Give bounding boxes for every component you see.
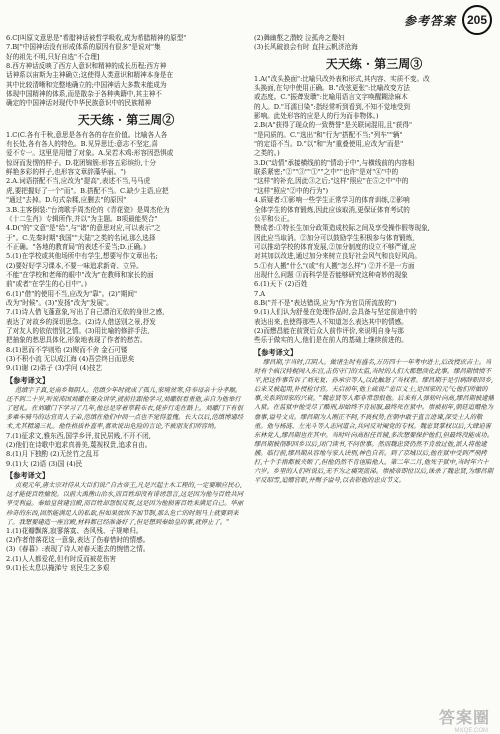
- answer-line: 赞成者:①特长生加分政策造成校际之间及享受操作假等现象,: [254, 224, 430, 233]
- reference-title: 【参考译文】: [254, 347, 298, 357]
- answer-line: 8.(1)思而不学则殆 (2)锲而不舍 金石可镂: [6, 345, 128, 354]
- answer-line: 体现中国精神的体系,而是散杂于各种典籍中,其主神不: [6, 90, 162, 99]
- answer-line: 或态度。C."振聋发聩":比喻用语言文字唤醒糊涂麻木: [254, 93, 408, 102]
- answer-line: 些乐于做实的人,他们是在前人的基础上继续前进的。: [254, 336, 408, 345]
- page-header: [404, 6, 492, 34]
- answer-line: 前"或者"在学生的心目中"。): [6, 280, 87, 289]
- answer-line: 7.B["中国神话没有形成体系的原因有很多"是说对"集: [6, 43, 161, 52]
- answer-line: 不能"在学校和老师的眼中"改为"在教师和家长的面: [6, 270, 154, 279]
- answer-line: 对其加以改进,通过加分来树立良好社会风气和良好风尚。: [254, 252, 421, 261]
- answer-line: 3.B.主客倒装:"台湾歌手周杰伦的《青花瓷》是周杰伦为: [6, 205, 170, 214]
- reference-translation: 范缜字子真,是南乡舞阴人。范缜少年时就成了孤儿,家境贫寒,侍奉母亲十分孝顺。还不到二十岁,听说沛国刘瓛在聚众讲学,就前往跟他学习,刘瓛很看重他,亲自为他举行了冠礼。在刘瓛门下学习了几年,他总是穿着草鞋布衣,徒步行走在路上。刘瓛门下有很多乘车骑马的达官贵人子弟,范缜在他们中间一点也不觉得羞愧。长大以后,范缜博通经术,尤其精通三礼。他性格质朴直率,喜欢说出危险的言论,不被朋友们所容纳。: [6, 387, 243, 431]
- answer-line: 7.(1)诗人借飞蓬意象,写出了自己漂泊无依的身世之感,: [6, 308, 165, 317]
- answer-line: 确定的中国神话对现代中华民族意识中的民族精神: [6, 99, 152, 108]
- answer-line: 9.(1)人们认为舒曼在处理作品时,会具备与坚定前途中的: [254, 308, 417, 317]
- answer-line: (3)不积小流 无以成江海 (4)吾尝终日而思矣: [6, 355, 135, 363]
- answer-line: 影响。此处形容的应是人的行为而非物体。): [254, 112, 379, 121]
- answer-line: 于"。C.先秦时期"我国""大陆"之类的名词,那么选择: [6, 233, 156, 242]
- reference-translation: 贞观元年,唐太宗对侍从大臣们说:"自古帝王,凡是兴起土木工程的,一定要顺应民心,这才能使百姓愉悦。以前大禹凿山治水,而百姓却没有诽谤怨言,这是因为他与百姓共同享受利益。秦始皇营建宫殿,而百姓却怨恨反叛,这是因为他损害百姓来满足自己。华丽珍奇的东西,固然能满足人的私欲,但如果放纵不加节制,那么危亡的时刻马上就要到来了。我想要建造一座宫殿,材料都已经准备好了,但是想到秦始皇的事,就停止了。": [6, 482, 243, 526]
- answer-line: 改为"时候"。(3)"发扬"改为"发展"。: [6, 298, 113, 307]
- answer-line: (2)他们在诗歌中追求真善美,蔑视权贵,追求自由。: [6, 440, 152, 449]
- reference-title: 【参考译文】: [6, 470, 50, 480]
- answer-line: 头换面,在句中使用正确。B."改弦更张":比喻改变方法: [254, 84, 410, 93]
- answer-line: 的人。D."耳濡目染":指经常听到看到,不知不觉地受到: [254, 102, 410, 111]
- answer-line: 鲜艳多彩的样子,也形容文章辞藻华丽。"): [6, 168, 126, 177]
- answer-line: 联系紧密;"②""③""①""之中""也许"是对"④"中的: [254, 168, 399, 177]
- reference-translation: 缪昌期,字当时,江阴人。做诸生时有盛名,万历四十一年考中进士,后改授庶吉士。当时有个疯汉持棍闯入东宫,击伤守门的太监,当时的人们大都想淡化此事。缪昌期愤愤不平,把这件事告诉了刘光复、孙承宗等人,以此触怒了当权者。缪昌期于是引病辞职回乡,后来又被起用,补授检讨官。天启初年,他上疏说:"忠臣义士,是国家的元气;他们所做的事,关系到国家的兴衰。"魏忠贤等人都非常怨恨他。后来有人弹劾叶向高,缪昌期被逮捕入狱。在监狱中他受尽了酷刑,却始终不肯屈服,最终死在狱中。崇祯初年,朝廷追赠他为詹事,谥号文贞。缪昌期为人刚正不阿,不畏权势,在朝中敢于直言进谏,深受士人的敬重。他与杨涟、左光斗等人志同道合,共同反对阉党的专权。魏忠贤掌权以后,大肆迫害东林党人,缪昌期也在其中。当时叶向高担任首辅,多次想要保护他们,但最终没能成功。缪昌期被削职回乡以后,闭门读书,不问世事。然而魏忠贤仍然不肯放过他,派人将他逮捕。临行前,缪昌期从容地与家人诀别,神色自若。到了京城以后,他在狱中受到严刑拷打,十个手指都被夹断了,但他仍然不肯诬陷他人。第二年二月,他死于狱中,当时年六十六岁。乡里的人们听说后,无不为之痛哭流涕。崇祯帝即位以后,诛杀了魏忠贤,为缪昌期平反昭雪,追赠官职,并赐予谥号,以表彰他的忠贞节义。: [254, 359, 494, 485]
- answer-line: (3)长风破浪会有时 直挂云帆济沧海: [254, 43, 358, 52]
- header-title: 参考答案: [403, 13, 456, 28]
- answer-line: 4.质疑者:①影响一些学生正常学习的体育训练,②影响: [254, 196, 410, 205]
- answer-line: 1.C(C.各有千秋,意思是各有各的存在价值。比喻各人各: [6, 130, 168, 139]
- answer-line: 5.①有人搬"什么"(或"有人搬"怎么样") ②并不是一方面: [254, 261, 415, 270]
- answer-line: 有长处,各有各人的特色。B.见异思迁:意志不坚定,喜: [6, 140, 158, 149]
- answer-line: 1.(1)花瓣飘落,寂寥落寞、杏风残、子规啼归。: [6, 526, 143, 535]
- answer-line: 1.A("改头换面":比喻只改外表和形式,其内容、实质不变。改: [254, 74, 430, 83]
- answer-line: 之类的。): [254, 149, 280, 158]
- answer-line: 惊讶而发愣的样子。D.花团锦簇:形容五彩缤纷,十分: [6, 158, 156, 167]
- page-number-badge: 205: [462, 5, 492, 35]
- answer-line: 3.D("动情"承接横线前的"情动于中",与横线前的内容相: [254, 158, 415, 167]
- answer-line: 6.(1)"借"的使用不当,应改为"靠"。(2)"期间": [6, 289, 137, 298]
- answer-line: 把抽象的愁思具体化,形象地表现了作者的愁苦。: [6, 336, 147, 345]
- answer-line: 2.A.词语搭配不当,应改为"提高",表述不当,马马虎: [6, 177, 151, 186]
- answer-line: 8.西方神话反映了西方人意识和精神的成长历程;西方神: [6, 62, 167, 71]
- answer-line: (2)舞幽壑之潜蛟 泣孤舟之嫠妇: [254, 34, 345, 42]
- answer-line: 不正确。"各地的教育局"的表述不妥当;D.正确。): [6, 242, 146, 251]
- watermark-url: MXQE.COM: [454, 728, 488, 734]
- answer-line: 6.(1)天下 (2)百姓: [254, 280, 308, 289]
- answer-line: 话神系以宙斯为主神确立;这使得人类意识和精神本身是在: [6, 71, 174, 80]
- answer-line: 9.(1)长太息以掩涕兮 哀民生之多艰: [6, 564, 110, 573]
- answer-line: (2)而懋昌能在前贤后众人前作评价,来说明自身与那: [254, 326, 404, 335]
- answer-line: "这样"的补充,因此③之后;"这样"照应"在⑤之中"中的: [254, 177, 409, 186]
- columns: [6, 34, 494, 726]
- answer-line: 6.C[叫原文意思是"希腊神话被哲学吸收,成为希腊精神的原型": [6, 34, 187, 42]
- answer-line: 9.(1)大 (2)语 (3)国 (4)民: [6, 459, 83, 468]
- answer-line: 表达了对故乡的深切思念。(2)诗人借送别之景,抒发: [6, 317, 156, 326]
- left-column: [6, 34, 246, 726]
- section-heading: 天天练 · 第三周③: [325, 56, 423, 71]
- answer-line: 8.B("并不是"表达错误,应为"作为官员所流放的"): [254, 298, 397, 307]
- answer-line: 表达出来,也使得那些人不知道怎么表达其中的情感。: [254, 317, 408, 326]
- answer-line: 虎,要把握好了一个"而"。B.搭配不当。C.缺少主语,应把: [6, 186, 169, 195]
- answer-line: 因此应当取消。②加分可以鼓励学生积极参与体育锻炼,: [254, 233, 415, 242]
- answer-line: "通过"去掉。D.句式杂糅,应删去"的原因": [6, 196, 127, 205]
- answer-line: 好的祖先不明,只好自选"不合理]: [6, 52, 100, 61]
- answer-line: 5.(1)在学校或其他场所中有学生,想要写作文章出名;: [6, 252, 158, 261]
- answer-line: (2)要好好学习课本,不要一味追求新奇、立异。: [6, 261, 143, 270]
- answer-line: "是同质的。C."选出"和"行为"搭配不当;"列车""辆": [254, 130, 403, 139]
- section-heading: 天天练 · 第三周②: [77, 112, 175, 127]
- answer-line: 2.B(A"获得了现众的一致赞誉"是关联词混用,且"获得": [254, 121, 412, 130]
- answer-line: "的定语不当。D."以"和"为"重叠使用,应改为"而是": [254, 140, 404, 149]
- answer-line: 2.(1)人人都爱花,但有时反而被花伤害: [6, 554, 117, 563]
- answer-line: 7.A: [254, 289, 266, 298]
- answer-line: (3)《春暮》:表现了诗人对春天逝去的惋惜之情。: [6, 545, 150, 554]
- answer-line: 爱不专一。这里是用错了对象。A.呆若木鸡:形容因恐惧或: [6, 149, 174, 158]
- watermark-logo: 答案圈: [438, 710, 490, 727]
- answer-line: (2)作者借落花这一意象,表达了伤春惜时的情感。: [6, 536, 150, 545]
- answer-line: 8.(1)月下独酌 (2)无丝竹之乱耳: [6, 450, 100, 459]
- reference-title: 【参考译文】: [6, 375, 50, 385]
- answer-line: 全体学生的体育锻炼,因此应该取消,更保证体育考试的: [254, 205, 410, 214]
- answer-line: 9.(1)谢 (2)弟子 (3)学问 (4)技艺: [6, 364, 103, 373]
- right-column: [254, 34, 494, 726]
- answer-line: 其中比较清晰和完整地确立的;中国神话大多数未能成为: [6, 80, 167, 89]
- answer-line: 了对友人的依依惜别之情。(3)用比喻的修辞手法,: [6, 326, 150, 335]
- answer-line: 7.(1)征求文,雅东西,国学乡评,贫民居贱,不开不闭,: [6, 431, 151, 440]
- answer-line: 可以推动学校的体育发展,②加分制度的设立不够严谨,应: [254, 242, 417, 251]
- answer-line: "这样"照应"②中的行为"): [254, 186, 329, 195]
- answer-line: 《十二生肖》专辑所作,并以"为主题。B项最能契合": [6, 214, 158, 223]
- answer-line: 出现什么问题 ③而科学是否能够研究这种奇妙的现象: [254, 270, 408, 279]
- answer-line: 公平和公正。: [254, 214, 294, 223]
- answer-line: 4.D("的"文意"是"给",与"诸"的意思对应,可以表示"之: [6, 224, 161, 233]
